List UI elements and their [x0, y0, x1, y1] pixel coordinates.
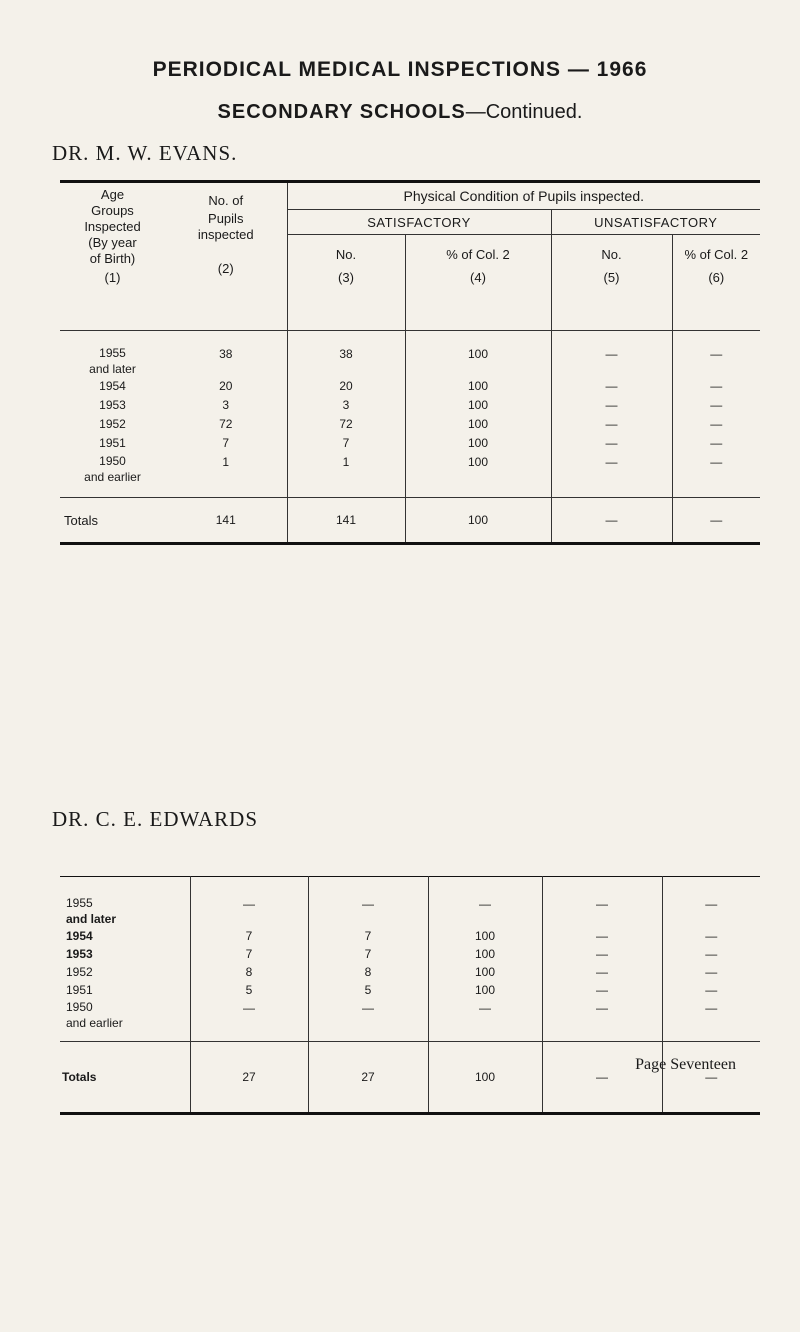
- table-row: 1952 8 8 100 — —: [60, 963, 760, 981]
- table-row: 1952 72 72 100 — —: [60, 415, 760, 434]
- page-subtitle: [0, 101, 800, 124]
- table-row: 1950 and earlier 1 1 100 — —: [60, 453, 760, 498]
- table-row: 1953 7 7 100 — —: [60, 945, 760, 963]
- page-number: Page Seventeen: [635, 1056, 736, 1073]
- table-row: 1954 7 7 100 — —: [60, 927, 760, 945]
- inspection-table-edwards: [60, 876, 760, 1115]
- header-satisfactory: SATISFACTORY: [287, 210, 551, 235]
- table-row: 1951 7 7 100 — —: [60, 434, 760, 453]
- subtitle-bold: SECONDARY SCHOOLS: [217, 101, 466, 123]
- header-unsatisfactory: UNSATISFACTORY: [551, 210, 760, 235]
- subtitle-rest: —Continued.: [465, 101, 583, 123]
- doctor-name-edwards: DR. C. E. EDWARDS: [52, 807, 259, 831]
- doctor-name-evans: DR. M. W. EVANS.: [52, 141, 238, 165]
- table-row: 1954 20 20 100 — —: [60, 377, 760, 396]
- totals-row: Totals 27 27 100 — —: [60, 1042, 760, 1114]
- header-col6: % of Col. 2 (6): [672, 235, 760, 331]
- header-col5: No. (5): [551, 235, 672, 331]
- header-physical-condition: Physical Condition of Pupils inspected.: [287, 182, 760, 210]
- table-row: 1955 and later 38 38 100 — —: [60, 331, 760, 378]
- table-row: 1950 and earlier — — — — —: [60, 999, 760, 1042]
- header-pupils-inspected: No. of Pupils inspected (2): [165, 182, 287, 331]
- page-title: PERIODICAL MEDICAL INSPECTIONS — 1966: [152, 58, 648, 81]
- header-col4: % of Col. 2 (4): [405, 235, 551, 331]
- table-row: 1953 3 3 100 — —: [60, 396, 760, 415]
- header-col3: No. (3): [335, 247, 357, 285]
- table-row: 1955 and later — — — — —: [60, 877, 760, 928]
- inspection-table-evans: [60, 180, 760, 545]
- totals-row: Totals 141 141 100 — —: [60, 498, 760, 544]
- header-age-groups: Age Groups Inspected (By year of Birth) (1): [84, 187, 141, 285]
- table-row: 1951 5 5 100 — —: [60, 981, 760, 999]
